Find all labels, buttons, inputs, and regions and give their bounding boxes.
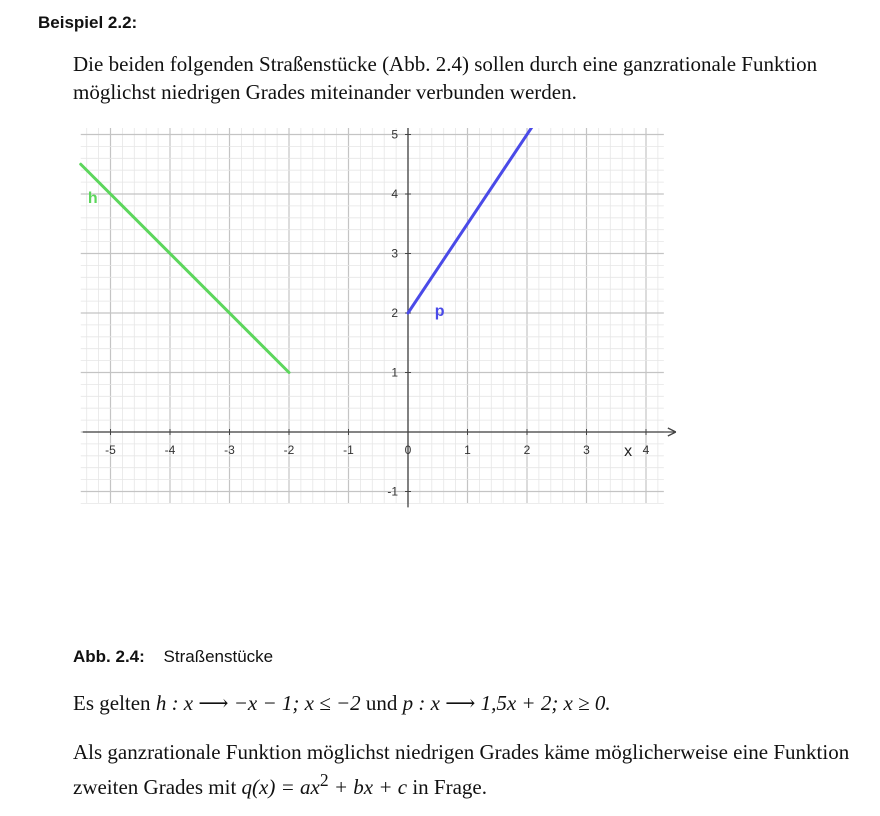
given-conjunction: und [365,691,398,715]
intro-paragraph: Die beiden folgenden Straßenstücke (Abb. 2.4) sollen durch eine ganzrationale Funktion möglichst niedrigen Grades miteinander verbunden werden. [73,52,818,104]
given-lead: Es gelten [73,691,151,715]
x-tick-label: 3 [583,443,590,457]
caption-text: Straßenstücke [163,647,274,666]
x-tick-label: 4 [642,443,650,457]
y-tick-label: 3 [391,246,398,261]
figure-graph [60,128,680,628]
x-tick-label: -4 [164,443,176,457]
x-tick-label: 1 [464,443,471,457]
conclusion-paragraph [73,738,873,801]
series-label-p: p [434,302,445,320]
formula-lhs: q(x) = ax [241,775,320,799]
figure-caption [73,647,273,667]
coordinate-plot [60,128,680,628]
given-functions [73,689,611,717]
y-tick-label: 5 [391,128,398,142]
x-tick-label: -5 [105,443,116,457]
conclusion-text-2: in Frage. [412,775,487,799]
p-definition: p : x ⟶ 1,5x + 2; x ≥ 0. [402,691,611,715]
x-tick-label: -1 [343,443,354,457]
y-tick-label: -1 [387,484,398,499]
formula-rhs: + bx + c [333,775,408,799]
y-tick-label: 4 [391,187,398,201]
series-line-h [81,164,289,372]
x-tick-label: 2 [523,443,531,457]
x-tick-label: -2 [283,443,295,457]
series-label-h: h [87,189,98,207]
x-tick-label: 0 [404,443,412,457]
caption-label: Abb. 2.4: [73,647,145,666]
example-heading: Beispiel 2.2: [38,13,138,32]
y-tick-label: 1 [391,365,398,380]
x-axis-label: x [624,443,633,460]
formula-exponent: 2 [319,770,329,790]
x-tick-label: -3 [224,443,235,457]
conclusion-text-1: Als ganzrationale Funktion möglichst niedrigen Grades käme möglicherweise eine Funktion zweiten Grades mit [73,740,850,799]
y-tick-label: 2 [391,306,398,320]
h-definition: h : x ⟶ −x − 1; x ≤ −2 [155,691,361,715]
